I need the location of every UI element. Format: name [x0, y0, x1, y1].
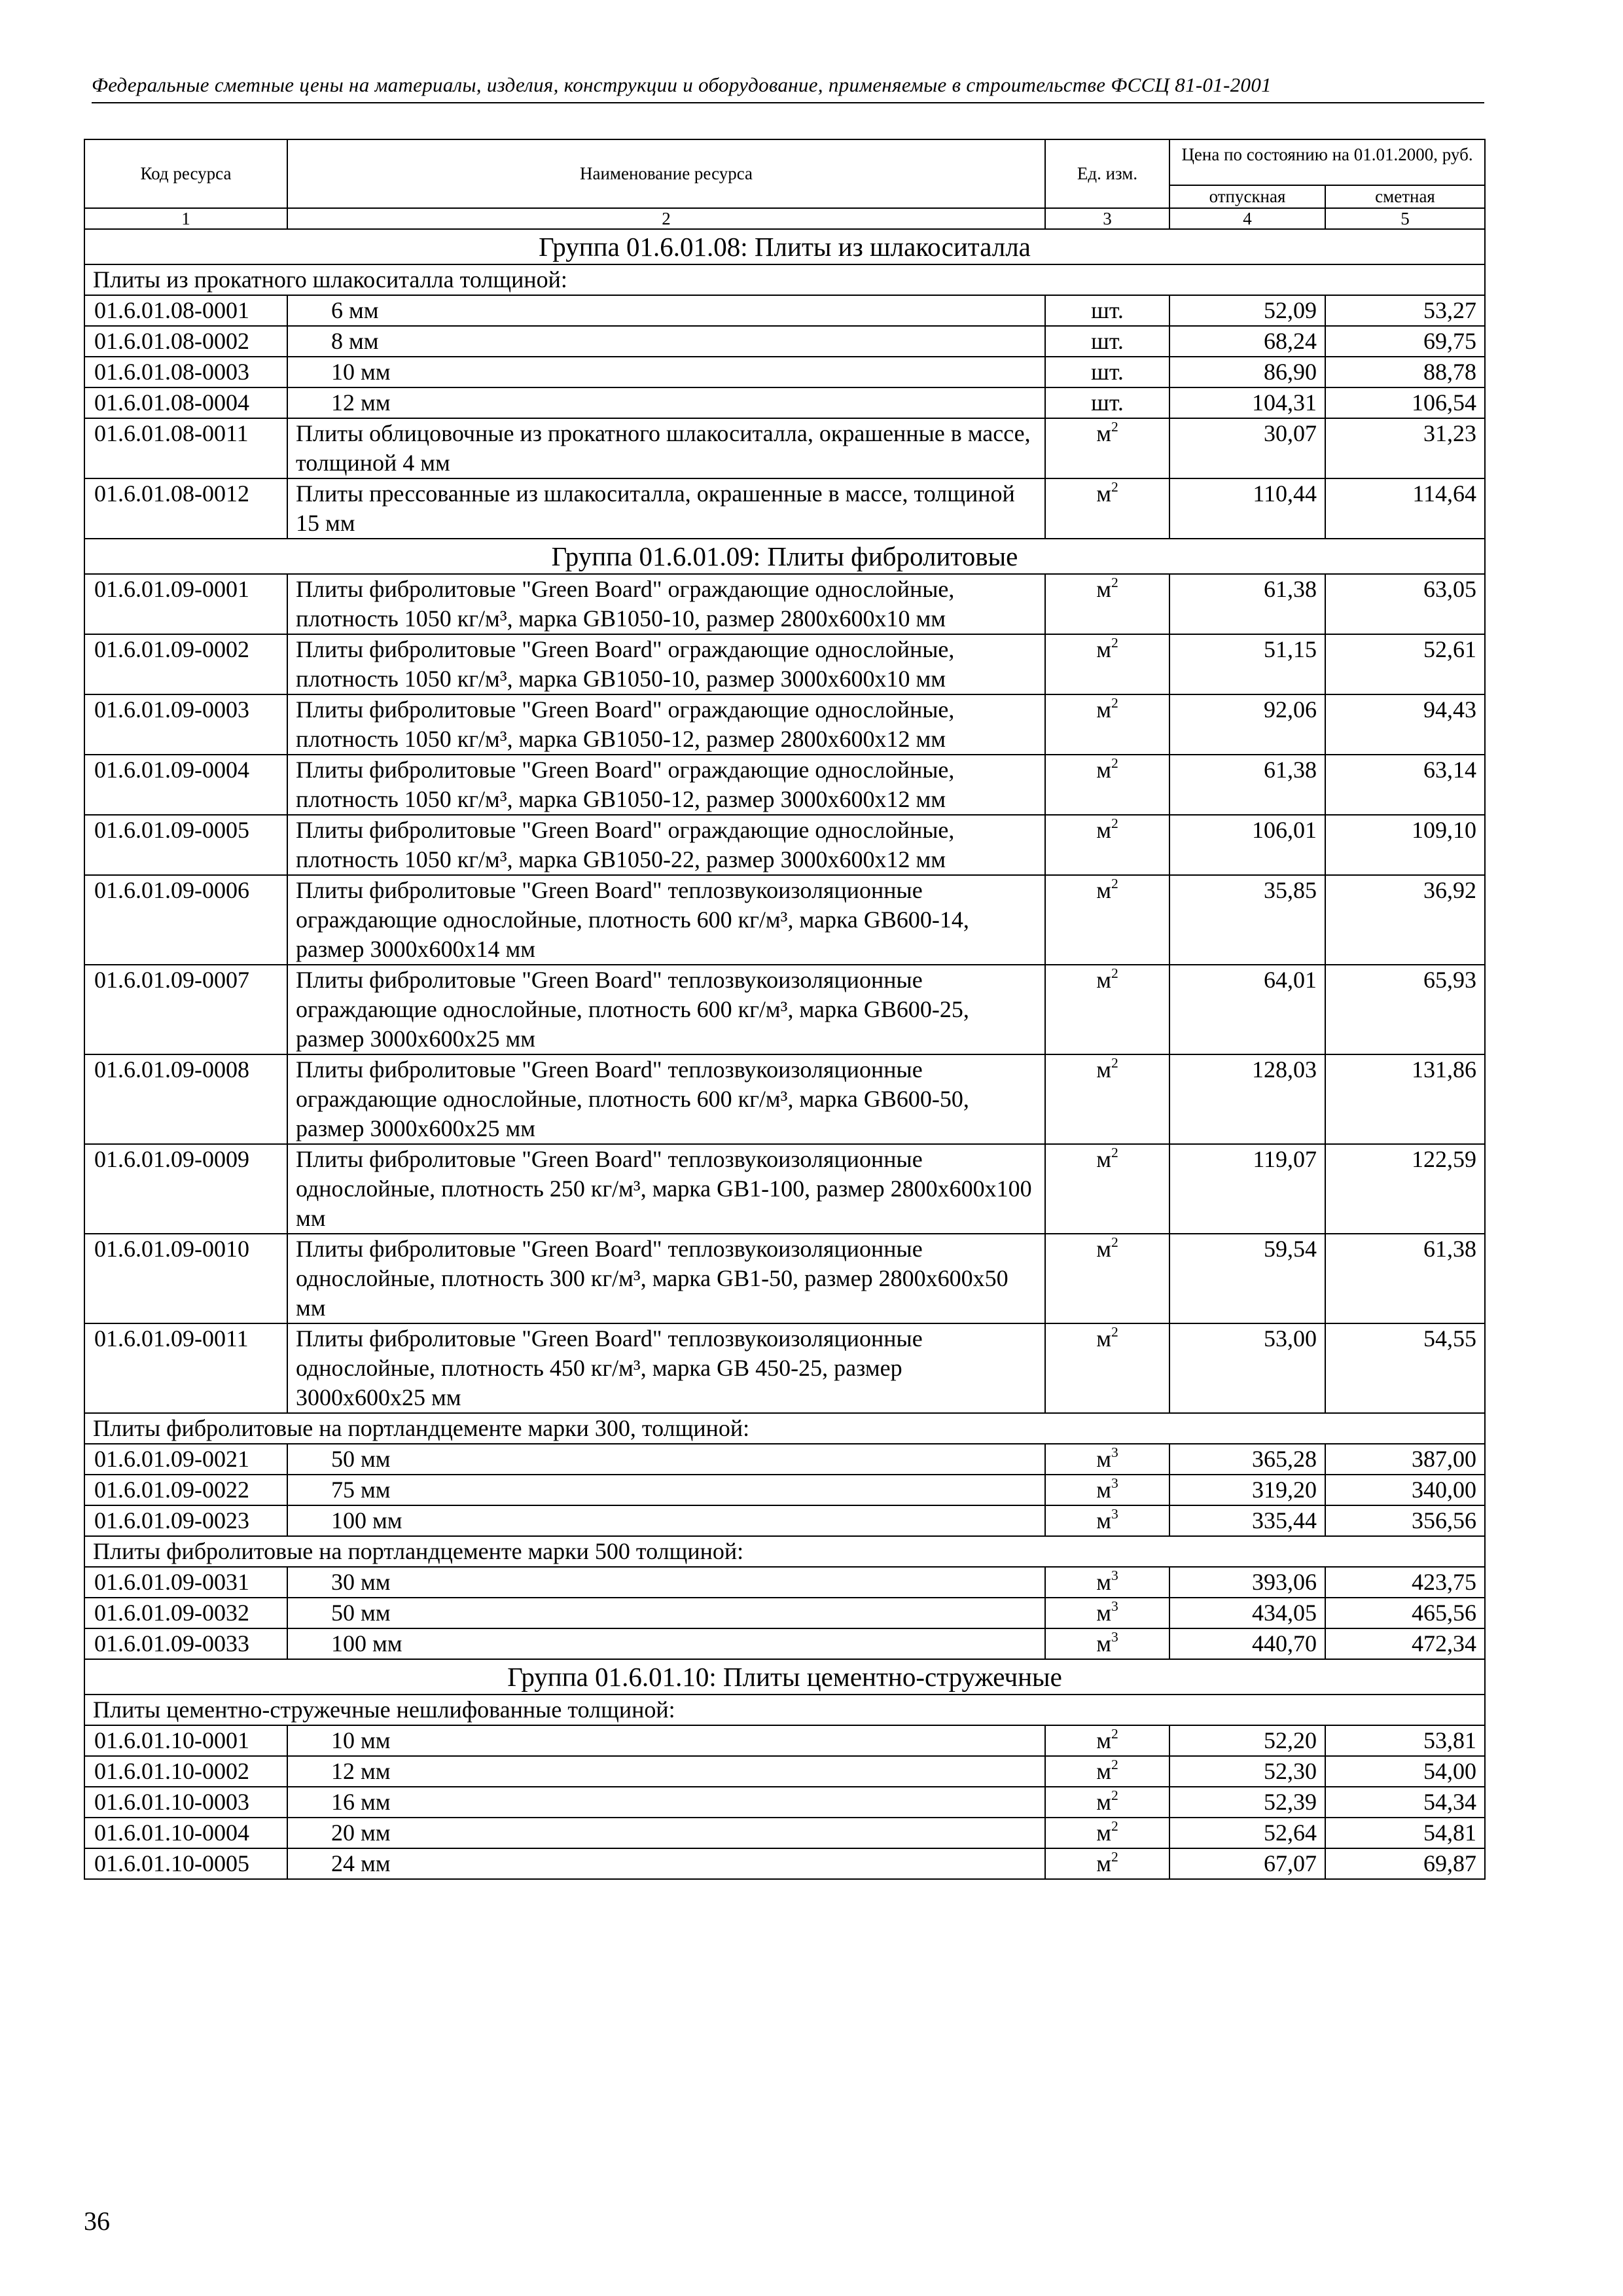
table-row: [84, 478, 1485, 539]
subgroup-title: Плиты фибролитовые на портландцементе марки 500 толщиной:: [84, 1536, 1485, 1567]
release-price: 92,06: [1169, 694, 1325, 755]
table-row: [84, 1444, 1485, 1475]
table-row: [84, 1628, 1485, 1659]
estimate-price: 52,61: [1325, 634, 1485, 694]
resource-code: 01.6.01.10-0002: [84, 1756, 287, 1787]
resource-code: 01.6.01.09-0005: [84, 815, 287, 875]
resource-name: Плиты фибролитовые "Green Board" теплозвукоизоляционные ограждающие однослойные, плотность 600 кг/м³, марка GB600-50, размер 3000x600x25 мм: [287, 1054, 1045, 1144]
resource-name: 24 мм: [287, 1848, 1045, 1879]
resource-code: 01.6.01.10-0003: [84, 1787, 287, 1818]
unit-exponent: 2: [1111, 575, 1118, 590]
unit-exponent: 2: [1111, 1818, 1118, 1834]
table-row: [84, 1505, 1485, 1536]
unit-exponent: 2: [1111, 1849, 1118, 1865]
unit: м: [1096, 1446, 1111, 1472]
unit: м: [1096, 636, 1111, 662]
group-header-row: [84, 1659, 1485, 1695]
resource-code: 01.6.01.10-0001: [84, 1725, 287, 1756]
resource-code: 01.6.01.09-0022: [84, 1475, 287, 1505]
col-number: 3: [1045, 208, 1169, 229]
unit: шт.: [1091, 389, 1124, 416]
col-number: 5: [1325, 208, 1485, 229]
col-header-estimate-price: сметная: [1325, 185, 1485, 208]
resource-code: 01.6.01.09-0006: [84, 875, 287, 965]
price-table: [84, 139, 1486, 1880]
resource-code: 01.6.01.08-0011: [84, 418, 287, 478]
resource-name: 100 мм: [287, 1628, 1045, 1659]
estimate-price: 423,75: [1325, 1567, 1485, 1598]
unit-cell: [1045, 357, 1169, 387]
estimate-price: 54,81: [1325, 1818, 1485, 1848]
estimate-price: 88,78: [1325, 357, 1485, 387]
unit-cell: [1045, 295, 1169, 326]
release-price: 106,01: [1169, 815, 1325, 875]
unit-cell: [1045, 694, 1169, 755]
unit-cell: [1045, 1054, 1169, 1144]
unit-cell: [1045, 875, 1169, 965]
resource-code: 01.6.01.09-0004: [84, 755, 287, 815]
release-price: 52,20: [1169, 1725, 1325, 1756]
estimate-price: 387,00: [1325, 1444, 1485, 1475]
unit-cell: [1045, 634, 1169, 694]
unit-cell: [1045, 1787, 1169, 1818]
release-price: 52,64: [1169, 1818, 1325, 1848]
unit: м: [1096, 1236, 1111, 1262]
resource-code: 01.6.01.09-0023: [84, 1505, 287, 1536]
unit-exponent: 3: [1111, 1475, 1118, 1491]
release-price: 61,38: [1169, 755, 1325, 815]
unit-exponent: 2: [1111, 1145, 1118, 1160]
resource-code: 01.6.01.09-0031: [84, 1567, 287, 1598]
subgroup-title: Плиты цементно-стружечные нешлифованные толщиной:: [84, 1695, 1485, 1725]
release-price: 59,54: [1169, 1234, 1325, 1323]
unit: м: [1096, 480, 1111, 507]
release-price: 110,44: [1169, 478, 1325, 539]
release-price: 68,24: [1169, 326, 1325, 357]
resource-code: 01.6.01.08-0004: [84, 387, 287, 418]
unit-exponent: 3: [1111, 1506, 1118, 1522]
unit-cell: [1045, 1628, 1169, 1659]
table-row: [84, 634, 1485, 694]
unit: м: [1096, 696, 1111, 723]
release-price: 64,01: [1169, 965, 1325, 1054]
resource-name: Плиты прессованные из шлакоситалла, окрашенные в массе, толщиной 15 мм: [287, 478, 1045, 539]
unit: шт.: [1091, 328, 1124, 354]
unit: шт.: [1091, 297, 1124, 323]
resource-name: 30 мм: [287, 1567, 1045, 1598]
unit-cell: [1045, 965, 1169, 1054]
resource-code: 01.6.01.09-0011: [84, 1323, 287, 1413]
resource-name: 50 мм: [287, 1598, 1045, 1628]
estimate-price: 356,56: [1325, 1505, 1485, 1536]
estimate-price: 69,87: [1325, 1848, 1485, 1879]
unit-cell: [1045, 815, 1169, 875]
group-title: Группа 01.6.01.09: Плиты фибролитовые: [84, 539, 1485, 574]
resource-name: 20 мм: [287, 1818, 1045, 1848]
estimate-price: 69,75: [1325, 326, 1485, 357]
table-header-row: [84, 139, 1485, 185]
table-row: [84, 1818, 1485, 1848]
unit: м: [1096, 1820, 1111, 1846]
resource-name: Плиты фибролитовые "Green Board" теплозвукоизоляционные однослойные, плотность 450 кг/м³, марка GB 450-25, размер 3000x600x25 мм: [287, 1323, 1045, 1413]
col-header-release-price: отпускная: [1169, 185, 1325, 208]
table-row: [84, 326, 1485, 357]
estimate-price: 36,92: [1325, 875, 1485, 965]
unit: м: [1096, 1789, 1111, 1815]
table-row: [84, 1054, 1485, 1144]
release-price: 53,00: [1169, 1323, 1325, 1413]
estimate-price: 122,59: [1325, 1144, 1485, 1234]
table-row: [84, 755, 1485, 815]
unit: м: [1096, 1477, 1111, 1503]
resource-name: Плиты фибролитовые "Green Board" теплозвукоизоляционные однослойные, плотность 300 кг/м³, марка GB1-50, размер 2800x600x50 мм: [287, 1234, 1045, 1323]
subgroup-row: [84, 264, 1485, 295]
subgroup-row: [84, 1413, 1485, 1444]
col-header-code: Код ресурса: [84, 139, 287, 208]
resource-code: 01.6.01.10-0005: [84, 1848, 287, 1879]
resource-name: 6 мм: [287, 295, 1045, 326]
release-price: 30,07: [1169, 418, 1325, 478]
resource-name: 75 мм: [287, 1475, 1045, 1505]
unit-exponent: 2: [1111, 635, 1118, 651]
table-row: [84, 1234, 1485, 1323]
release-price: 86,90: [1169, 357, 1325, 387]
table-row: [84, 965, 1485, 1054]
estimate-price: 65,93: [1325, 965, 1485, 1054]
unit: м: [1096, 1850, 1111, 1876]
unit: м: [1096, 877, 1111, 903]
estimate-price: 53,27: [1325, 295, 1485, 326]
col-number: 4: [1169, 208, 1325, 229]
resource-name: 50 мм: [287, 1444, 1045, 1475]
resource-name: Плиты фибролитовые "Green Board" ограждающие однослойные, плотность 1050 кг/м³, марка GB1050-12, размер 2800x600x12 мм: [287, 694, 1045, 755]
resource-code: 01.6.01.10-0004: [84, 1818, 287, 1848]
resource-code: 01.6.01.09-0003: [84, 694, 287, 755]
estimate-price: 340,00: [1325, 1475, 1485, 1505]
col-number: 2: [287, 208, 1045, 229]
unit-cell: [1045, 1756, 1169, 1787]
unit-cell: [1045, 755, 1169, 815]
resource-code: 01.6.01.09-0007: [84, 965, 287, 1054]
release-price: 393,06: [1169, 1567, 1325, 1598]
unit: м: [1096, 757, 1111, 783]
estimate-price: 61,38: [1325, 1234, 1485, 1323]
resource-name: Плиты фибролитовые "Green Board" ограждающие однослойные, плотность 1050 кг/м³, марка GB1050-22, размер 3000x600x12 мм: [287, 815, 1045, 875]
unit: м: [1096, 967, 1111, 993]
release-price: 52,09: [1169, 295, 1325, 326]
resource-code: 01.6.01.09-0009: [84, 1144, 287, 1234]
unit-exponent: 2: [1111, 1324, 1118, 1340]
release-price: 67,07: [1169, 1848, 1325, 1879]
unit-cell: [1045, 1598, 1169, 1628]
unit-cell: [1045, 1475, 1169, 1505]
resource-name: 8 мм: [287, 326, 1045, 357]
resource-code: 01.6.01.08-0002: [84, 326, 287, 357]
estimate-price: 94,43: [1325, 694, 1485, 755]
release-price: 35,85: [1169, 875, 1325, 965]
release-price: 440,70: [1169, 1628, 1325, 1659]
group-header-row: [84, 539, 1485, 574]
estimate-price: 31,23: [1325, 418, 1485, 478]
unit-cell: [1045, 1444, 1169, 1475]
unit: м: [1096, 817, 1111, 843]
estimate-price: 106,54: [1325, 387, 1485, 418]
estimate-price: 131,86: [1325, 1054, 1485, 1144]
unit-exponent: 2: [1111, 1787, 1118, 1803]
table-row: [84, 574, 1485, 634]
unit-exponent: 2: [1111, 1234, 1118, 1250]
estimate-price: 472,34: [1325, 1628, 1485, 1659]
unit-cell: [1045, 1725, 1169, 1756]
col-number: 1: [84, 208, 287, 229]
unit-cell: [1045, 574, 1169, 634]
unit-exponent: 3: [1111, 1598, 1118, 1614]
resource-name: Плиты фибролитовые "Green Board" теплозвукоизоляционные ограждающие однослойные, плотность 600 кг/м³, марка GB600-25, размер 3000x600x25 мм: [287, 965, 1045, 1054]
unit: шт.: [1091, 359, 1124, 385]
col-header-name: Наименование ресурса: [287, 139, 1045, 208]
unit: м: [1096, 1569, 1111, 1595]
unit-cell: [1045, 326, 1169, 357]
release-price: 104,31: [1169, 387, 1325, 418]
unit: м: [1096, 420, 1111, 446]
unit-cell: [1045, 1144, 1169, 1234]
group-title: Группа 01.6.01.10: Плиты цементно-стружечные: [84, 1659, 1485, 1695]
subgroup-row: [84, 1695, 1485, 1725]
col-header-unit: Ед. изм.: [1045, 139, 1169, 208]
table-row: [84, 1725, 1485, 1756]
unit-exponent: 2: [1111, 1757, 1118, 1772]
resource-name: Плиты фибролитовые "Green Board" теплозвукоизоляционные ограждающие однослойные, плотность 600 кг/м³, марка GB600-14, размер 3000x600x14 мм: [287, 875, 1045, 965]
subgroup-row: [84, 1536, 1485, 1567]
resource-code: 01.6.01.08-0001: [84, 295, 287, 326]
resource-name: 10 мм: [287, 1725, 1045, 1756]
release-price: 319,20: [1169, 1475, 1325, 1505]
resource-code: 01.6.01.08-0012: [84, 478, 287, 539]
group-header-row: [84, 229, 1485, 264]
release-price: 335,44: [1169, 1505, 1325, 1536]
table-row: [84, 1567, 1485, 1598]
resource-name: Плиты облицовочные из прокатного шлакоситалла, окрашенные в массе, толщиной 4 мм: [287, 418, 1045, 478]
unit-cell: [1045, 1848, 1169, 1879]
table-row: [84, 357, 1485, 387]
table-row: [84, 1144, 1485, 1234]
resource-code: 01.6.01.09-0021: [84, 1444, 287, 1475]
unit-cell: [1045, 1818, 1169, 1848]
unit-exponent: 2: [1111, 965, 1118, 981]
unit: м: [1096, 1758, 1111, 1784]
resource-code: 01.6.01.09-0002: [84, 634, 287, 694]
resource-name: 12 мм: [287, 1756, 1045, 1787]
resource-code: 01.6.01.09-0033: [84, 1628, 287, 1659]
column-numbers-row: [84, 208, 1485, 229]
resource-name: Плиты фибролитовые "Green Board" ограждающие однослойные, плотность 1050 кг/м³, марка GB1050-12, размер 3000x600x12 мм: [287, 755, 1045, 815]
subgroup-title: Плиты фибролитовые на портландцементе марки 300, толщиной:: [84, 1413, 1485, 1444]
table-row: [84, 418, 1485, 478]
release-price: 365,28: [1169, 1444, 1325, 1475]
release-price: 52,30: [1169, 1756, 1325, 1787]
unit-cell: [1045, 1505, 1169, 1536]
unit-cell: [1045, 1567, 1169, 1598]
table-row: [84, 1848, 1485, 1879]
resource-name: Плиты фибролитовые "Green Board" теплозвукоизоляционные однослойные, плотность 250 кг/м³, марка GB1-100, размер 2800x600x100 мм: [287, 1144, 1045, 1234]
resource-name: Плиты фибролитовые "Green Board" ограждающие однослойные, плотность 1050 кг/м³, марка GB1050-10, размер 2800x600x10 мм: [287, 574, 1045, 634]
unit-cell: [1045, 418, 1169, 478]
release-price: 51,15: [1169, 634, 1325, 694]
release-price: 119,07: [1169, 1144, 1325, 1234]
table-row: [84, 387, 1485, 418]
unit: м: [1096, 1146, 1111, 1172]
estimate-price: 63,14: [1325, 755, 1485, 815]
release-price: 434,05: [1169, 1598, 1325, 1628]
subgroup-title: Плиты из прокатного шлакоситалла толщиной:: [84, 264, 1485, 295]
unit-cell: [1045, 478, 1169, 539]
unit-cell: [1045, 1323, 1169, 1413]
estimate-price: 54,00: [1325, 1756, 1485, 1787]
unit: м: [1096, 576, 1111, 602]
table-row: [84, 1323, 1485, 1413]
unit: м: [1096, 1056, 1111, 1083]
unit-exponent: 2: [1111, 695, 1118, 711]
table-row: [84, 295, 1485, 326]
resource-name: 100 мм: [287, 1505, 1045, 1536]
estimate-price: 54,55: [1325, 1323, 1485, 1413]
estimate-price: 63,05: [1325, 574, 1485, 634]
unit-cell: [1045, 1234, 1169, 1323]
resource-code: 01.6.01.09-0010: [84, 1234, 287, 1323]
resource-code: 01.6.01.09-0032: [84, 1598, 287, 1628]
unit: м: [1096, 1727, 1111, 1753]
page-number: 36: [84, 2206, 110, 2236]
release-price: 61,38: [1169, 574, 1325, 634]
unit-exponent: 2: [1111, 419, 1118, 435]
unit: м: [1096, 1630, 1111, 1657]
unit-exponent: 2: [1111, 1726, 1118, 1742]
resource-name: 16 мм: [287, 1787, 1045, 1818]
group-title: Группа 01.6.01.08: Плиты из шлакоситалла: [84, 229, 1485, 264]
unit-cell: [1045, 387, 1169, 418]
release-price: 128,03: [1169, 1054, 1325, 1144]
unit-exponent: 2: [1111, 816, 1118, 831]
table-row: [84, 815, 1485, 875]
unit-exponent: 2: [1111, 1055, 1118, 1071]
estimate-price: 114,64: [1325, 478, 1485, 539]
estimate-price: 54,34: [1325, 1787, 1485, 1818]
resource-name: 10 мм: [287, 357, 1045, 387]
unit: м: [1096, 1325, 1111, 1352]
table-row: [84, 694, 1485, 755]
unit-exponent: 3: [1111, 1629, 1118, 1645]
unit: м: [1096, 1507, 1111, 1534]
resource-name: 12 мм: [287, 387, 1045, 418]
table-row: [84, 1475, 1485, 1505]
resource-code: 01.6.01.09-0001: [84, 574, 287, 634]
table-row: [84, 1598, 1485, 1628]
estimate-price: 109,10: [1325, 815, 1485, 875]
unit-exponent: 3: [1111, 1568, 1118, 1583]
table-row: [84, 1787, 1485, 1818]
table-row: [84, 1756, 1485, 1787]
table-row: [84, 875, 1485, 965]
unit-exponent: 3: [1111, 1444, 1118, 1460]
release-price: 52,39: [1169, 1787, 1325, 1818]
running-header: Федеральные сметные цены на материалы, изделия, конструкции и оборудование, применяемые в строительстве ФССЦ 81-01-2001: [92, 73, 1484, 103]
resource-name: Плиты фибролитовые "Green Board" ограждающие однослойные, плотность 1050 кг/м³, марка GB1050-10, размер 3000x600x10 мм: [287, 634, 1045, 694]
unit-exponent: 2: [1111, 479, 1118, 495]
estimate-price: 465,56: [1325, 1598, 1485, 1628]
resource-code: 01.6.01.08-0003: [84, 357, 287, 387]
unit: м: [1096, 1600, 1111, 1626]
resource-code: 01.6.01.09-0008: [84, 1054, 287, 1144]
col-header-price: Цена по состоянию на 01.01.2000, руб.: [1169, 139, 1485, 185]
unit-exponent: 2: [1111, 755, 1118, 771]
unit-exponent: 2: [1111, 876, 1118, 891]
estimate-price: 53,81: [1325, 1725, 1485, 1756]
